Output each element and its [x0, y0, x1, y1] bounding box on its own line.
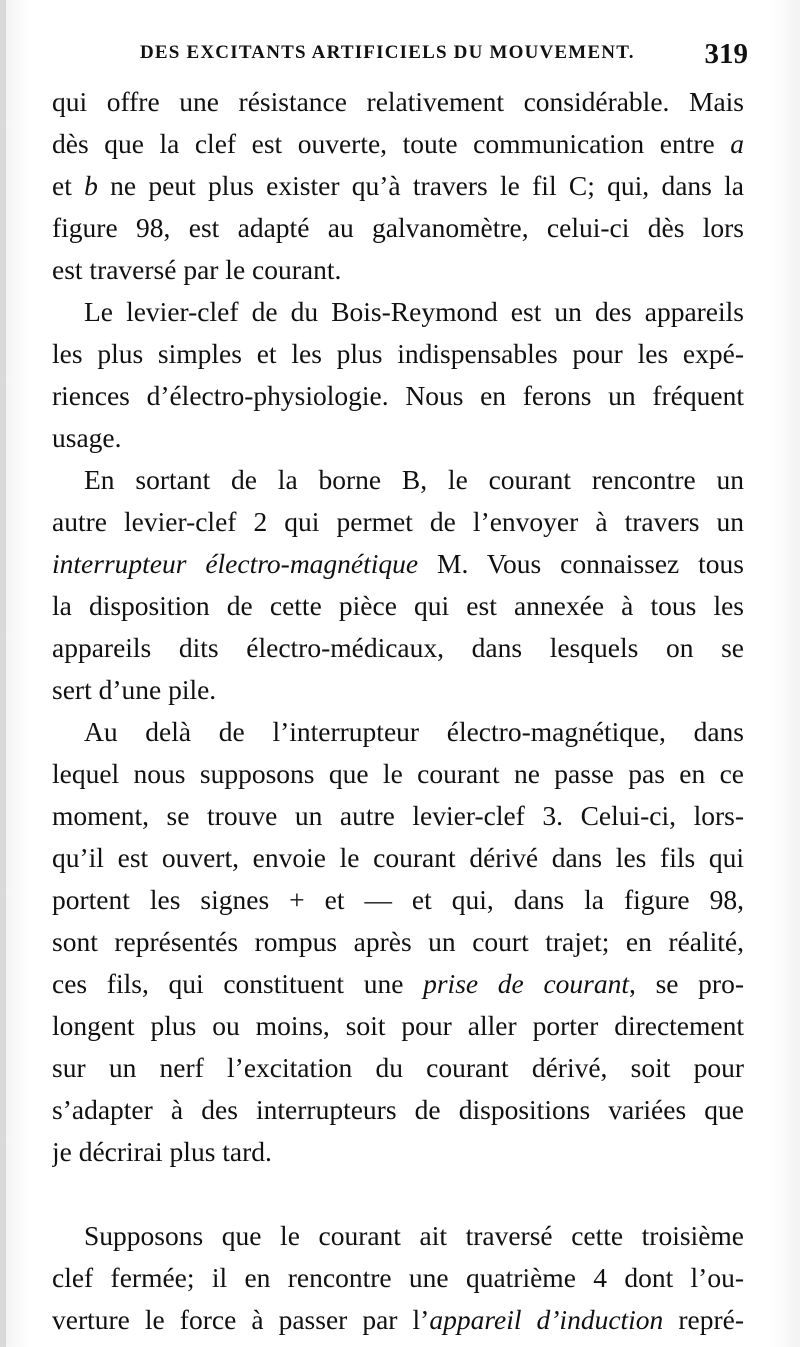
text-line: figure 98, est adapté au galvanomètre, celui-ci dès lors [52, 212, 744, 243]
text-line: s’adapter à des interrupteurs de dispositions variées que [52, 1094, 744, 1125]
text-line: appareils dits électro-médicaux, dans lesquels on se [52, 632, 744, 663]
text-line: les plus simples et les plus indispensables pour les expé- [52, 338, 744, 369]
page-number: 319 [704, 38, 748, 70]
text-line: longent plus ou moins, soit pour aller porter directement [52, 1010, 744, 1041]
text-line: sert d’une pile. [52, 674, 217, 705]
text-line: clef fermée; il en rencontre une quatrième 4 dont l’ou- [52, 1262, 744, 1293]
text-line: riences d’électro-physiologie. Nous en ferons un fréquent [52, 380, 744, 411]
paragraph-start-line: En sortant de la borne B, le courant rencontre un [84, 464, 744, 495]
paragraph-start-line: Supposons que le courant ait traversé cette troisième [84, 1220, 744, 1251]
text-line: verture le force à passer par l’appareil d’induction repré- [52, 1304, 744, 1335]
text-line: moment, se trouve un autre levier-clef 3. Celui-ci, lors- [52, 800, 744, 831]
text-line: interrupteur électro-magnétique M. Vous connaissez tous [52, 548, 744, 579]
text-line: qui offre une résistance relativement considérable. Mais [52, 86, 744, 117]
paragraph-start-line: Le levier-clef de du Bois-Reymond est un des appareils [84, 296, 744, 327]
text-line: qu’il est ouvert, envoie le courant dérivé dans les fils qui [52, 842, 744, 873]
text-line: je décrirai plus tard. [52, 1136, 272, 1167]
text-line: ces fils, qui constituent une prise de courant, se pro- [52, 968, 744, 999]
text-line: dès que la clef est ouverte, toute communication entre a [52, 128, 744, 159]
text-line: et b ne peut plus exister qu’à travers le fil C; qui, dans la [52, 170, 744, 201]
text-line: la disposition de cette pièce qui est annexée à tous les [52, 590, 744, 621]
text-line: portent les signes + et — et qui, dans la figure 98, [52, 884, 744, 915]
text-line: sont représentés rompus après un court trajet; en réalité, [52, 926, 744, 957]
text-line: lequel nous supposons que le courant ne passe pas en ce [52, 758, 744, 789]
text-line: autre levier-clef 2 qui permet de l’envoyer à travers un [52, 506, 744, 537]
text-line: sur un nerf l’excitation du courant dérivé, soit pour [52, 1052, 744, 1083]
running-head [52, 38, 748, 70]
text-line: usage. [52, 422, 122, 453]
paragraph-start-line: Au delà de l’interrupteur électro-magnétique, dans [84, 716, 744, 747]
running-title: DES EXCITANTS ARTIFICIELS DU MOUVEMENT. [140, 42, 635, 63]
page-gutter-shadow [0, 0, 6, 1347]
text-line: est traversé par le courant. [52, 254, 342, 285]
